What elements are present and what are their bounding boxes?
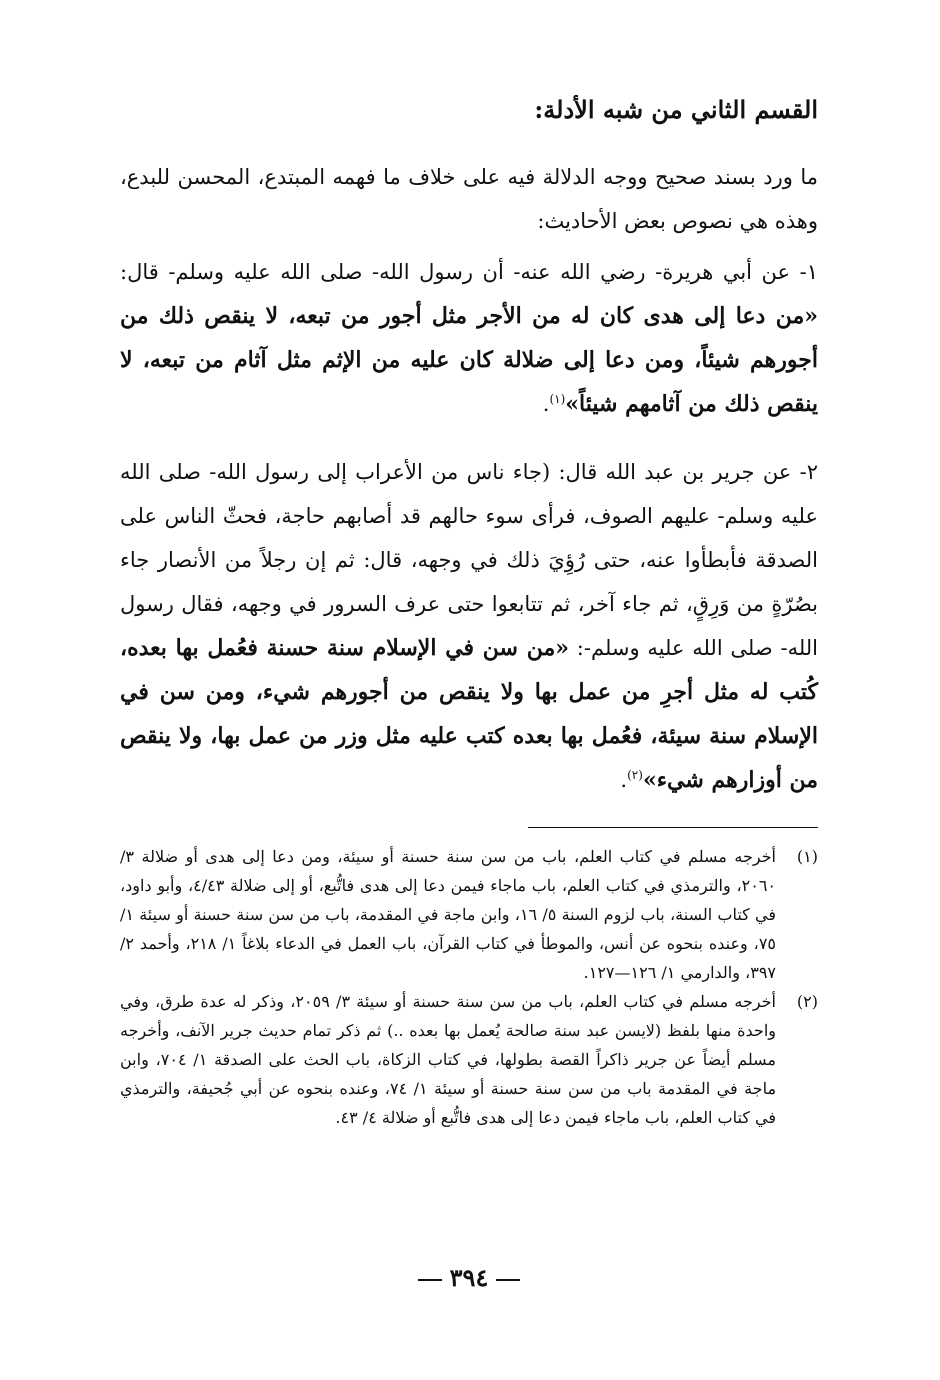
footnote-2 <box>120 987 818 1132</box>
hadith-1-quote: «من دعا إلى هدى كان له من الأجر مثل أجور من تبعه، لا ينقص ذلك من أجورهم شيئاً، ومن دعا إلى ضلالة كان عليه من الإثم مثل آثام من تبعه، لا ينقص ذلك من آثامهم شيئاً» <box>120 303 818 417</box>
footnote-1 <box>120 842 818 987</box>
section-heading: القسم الثاني من شبه الأدلة: <box>534 95 818 124</box>
hadith-2-end: . <box>620 768 628 792</box>
hadith-2-quote: «من سن في الإسلام سنة حسنة فعُمل بها بعده، كُتب له مثل أجرِ من عمل بها ولا ينقص من أجورهم شيء، ومن سن في الإسلام سنة سيئة، فعُمل بها بعده كتب عليه مثل وزر من عمل بها، ولا ينقص من أوزارهم شيء» <box>120 635 818 793</box>
hadith-1-paragraph <box>120 250 818 426</box>
hadith-2-paragraph <box>120 450 818 802</box>
footnote-divider <box>528 827 818 828</box>
footnote-2-marker: (٢) <box>796 992 818 1011</box>
hadith-1-lead: ١- عن أبي هريرة- رضي الله عنه- أن رسول الله- صلى الله عليه وسلم- قال: <box>120 260 818 284</box>
hadith-1-end: . <box>542 392 550 416</box>
page-number-dash-left <box>418 1279 442 1281</box>
footnote-ref-2[interactable]: (٢) <box>627 768 643 782</box>
footnotes-section <box>120 842 818 1132</box>
hadith-2-lead: ٢- عن جرير بن عبد الله قال: (جاء ناس من الأعراب إلى رسول الله- صلى الله عليه وسلم- عليهم الصوف، فرأى سوء حالهم قد أصابهم حاجة، فحثّ الناس على الصدقة فأبطأوا عنه، حتى رُؤِيَ ذلك في وجهه، قال: ثم إن رجلاً من الأنصار جاء بصُرّةٍ من وَرِقٍ، ثم جاء آخر، ثم تتابعوا حتى عرف السرور في وجهه، فقال رسول الله- صلى الله عليه وسلم-: <box>120 460 819 660</box>
footnote-2-text: أخرجه مسلم في كتاب العلم، باب من سن سنة حسنة أو سيئة ٣/ ٢٠٥٩، وذكر له عدة طرق، وفي واحدة منها بلفظ (لايسن عبد سنة صالحة يُعمل بها بعده ..) ثم ذكر تمام حديث جرير الآنف، وأخرجه مسلم أيضاً عن جرير ذاكراً القصة بطولها، في كتاب الزكاة، باب الحث على الصدقة ١/ ٧٠٤، وابن ماجة في المقدمة باب من سن سنة حسنة أو سيئة ١/ ٧٤، وعنده بنحوه عن أبي جُحيفة، والترمذي في كتاب العلم، باب ماجاء فيمن دعا إلى هدى فاتُّبع أو ضلالة ٤/ ٤٣. <box>120 992 777 1127</box>
footnote-1-text: أخرجه مسلم في كتاب العلم، باب من سن سنة حسنة أو سيئة، ومن دعا إلى هدى أو ضلالة ٣/ ٢٠٦٠، والترمذي في كتاب العلم، باب ماجاء فيمن دعا إلى هدى فاتُّبع، أو إلى ضلالة ٤/٤٣، وأبو داود، في كتاب السنة، باب لزوم السنة ٥/ ١٦، وابن ماجة في المقدمة، باب من سن سنة حسنة أو سيئة ١/ ٧٥، وعنده بنحوه عن أنس، والموطأ في كتاب القرآن، باب العمل في الدعاء بلاغاً ١/ ٢١٨، وأحمد ٢/ ٣٩٧، والدارمي ١/ ١٢٦—١٢٧. <box>120 847 777 982</box>
intro-paragraph: ما ورد بسند صحيح ووجه الدلالة فيه على خلاف ما فهمه المبتدع، المحسن للبدع، وهذه هي نصوص بعض الأحاديث: <box>120 165 818 233</box>
book-page <box>120 0 818 1380</box>
page-number-dash-right <box>496 1279 520 1281</box>
footnote-1-marker: (١) <box>796 847 818 866</box>
footnote-ref-1[interactable]: (١) <box>549 392 566 406</box>
page-number <box>120 1258 818 1298</box>
page-number-value: ٣٩٤ <box>449 1263 489 1292</box>
